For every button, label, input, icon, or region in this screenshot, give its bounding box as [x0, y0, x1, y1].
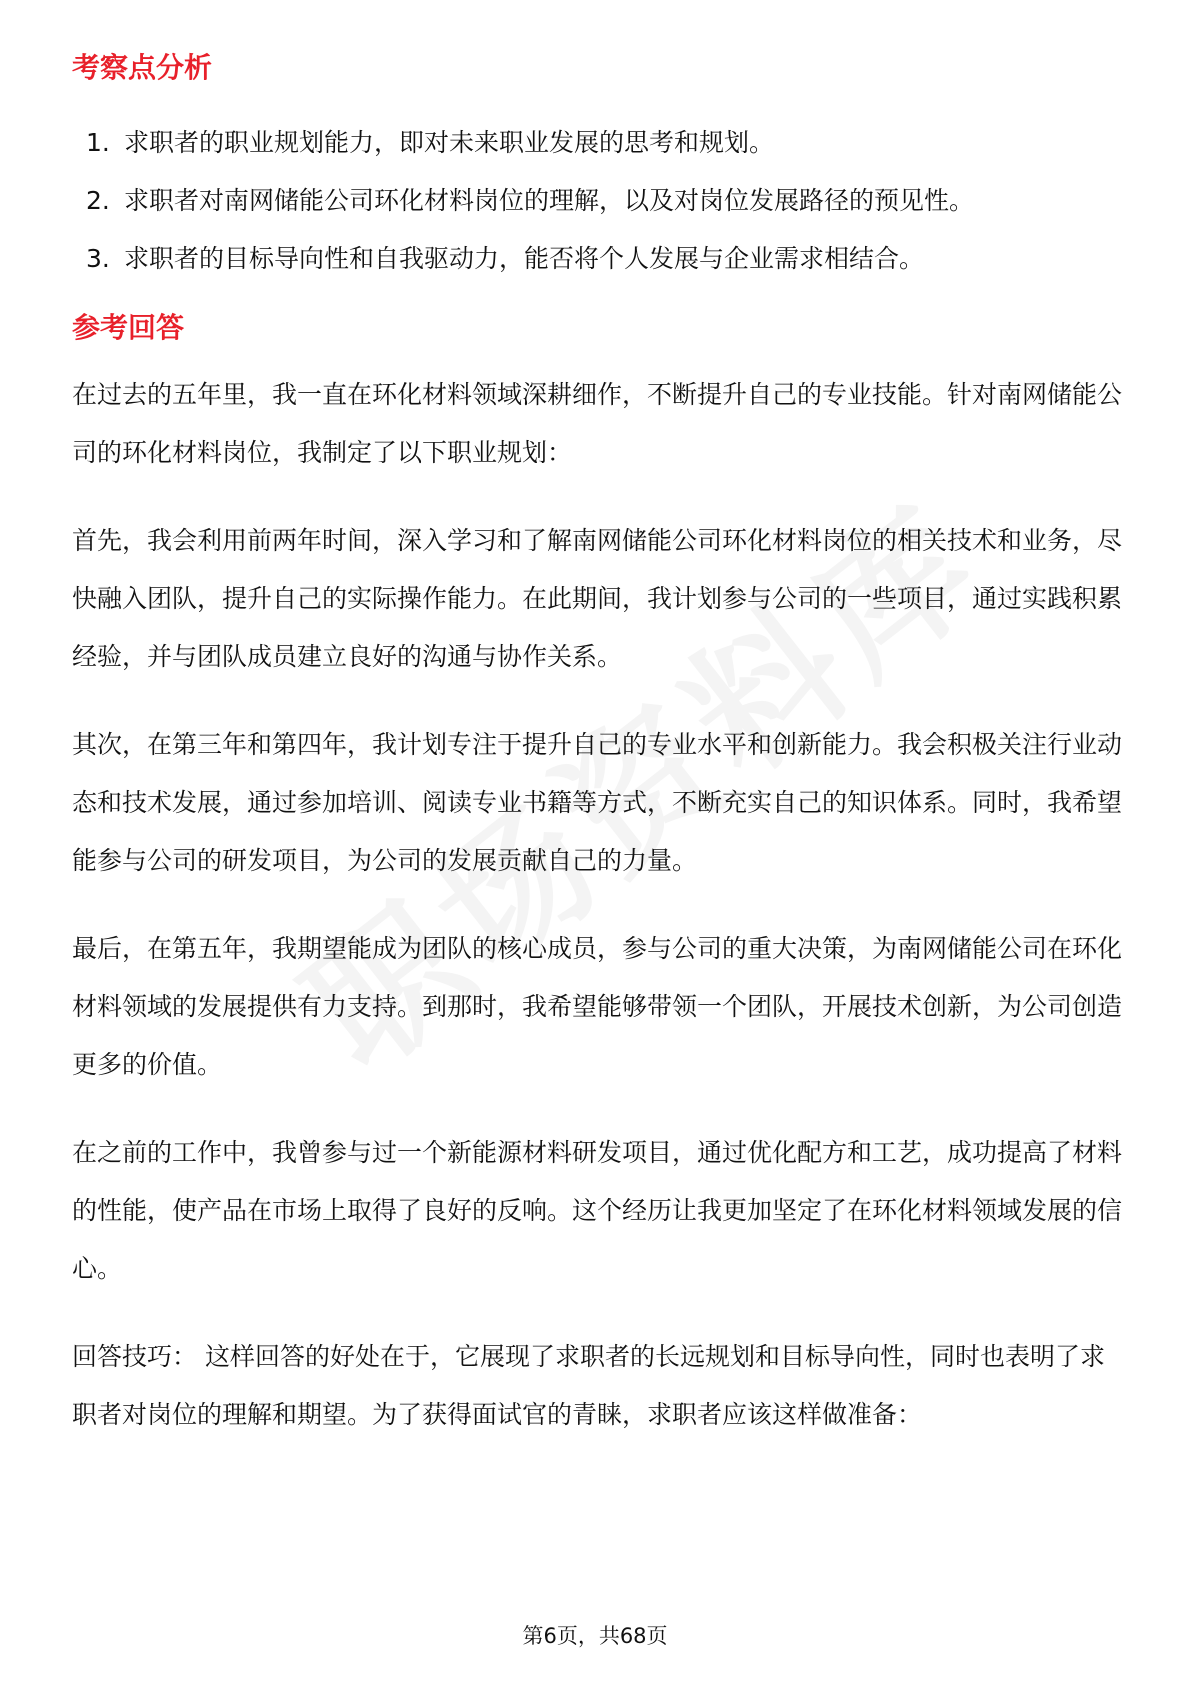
page-number-footer: 第6页，共68页 — [522, 1624, 668, 1648]
list-item — [72, 114, 1122, 172]
list-item-number: 3. — [86, 244, 110, 273]
list-item-text: 求职者的目标导向性和自我驱动力，能否将个人发展与企业需求相结合。 — [124, 244, 925, 273]
list-item-number: 2. — [86, 186, 110, 215]
list-item-text: 求职者对南网储能公司环化材料岗位的理解，以及对岗位发展路径的预见性。 — [124, 186, 975, 215]
page-content — [72, 48, 1122, 1474]
answer-paragraph: 最后，在第五年，我期望能成为团队的核心成员，参与公司的重大决策，为南网储能公司在环化材料领域的发展提供有力支持。到那时，我希望能够带领一个团队，开展技术创新，为公司创造更多的价值。 — [72, 934, 1123, 1079]
analysis-list — [72, 114, 1122, 288]
answer-paragraph: 在过去的五年里，我一直在环化材料领域深耕细作，不断提升自己的专业技能。针对南网储能公司的环化材料岗位，我制定了以下职业规划： — [72, 380, 1123, 467]
analysis-section-title: 考察点分析 — [72, 51, 213, 84]
answer-paragraph: 在之前的工作中，我曾参与过一个新能源材料研发项目，通过优化配方和工艺，成功提高了材料的性能，使产品在市场上取得了良好的反响。这个经历让我更加坚定了在环化材料领域发展的信心。 — [72, 1138, 1123, 1283]
answer-paragraph: 首先，我会利用前两年时间，深入学习和了解南网储能公司环化材料岗位的相关技术和业务，尽快融入团队，提升自己的实际操作能力。在此期间，我计划参与公司的一些项目，通过实践积累经验，并与团队成员建立良好的沟通与协作关系。 — [72, 526, 1123, 671]
answer-paragraph: 其次，在第三年和第四年，我计划专注于提升自己的专业水平和创新能力。我会积极关注行业动态和技术发展，通过参加培训、阅读专业书籍等方式，不断充实自己的知识体系。同时，我希望能参与公司的研发项目，为公司的发展贡献自己的力量。 — [72, 730, 1123, 875]
list-item-text: 求职者的职业规划能力，即对未来职业发展的思考和规划。 — [124, 128, 775, 157]
answer-tips-paragraph: 回答技巧： 这样回答的好处在于，它展现了求职者的长远规划和目标导向性，同时也表明了求职者对岗位的理解和期望。为了获得面试官的青睐，求职者应该这样做准备： — [72, 1342, 1105, 1429]
list-item — [72, 172, 1122, 230]
list-item-number: 1. — [86, 128, 110, 157]
list-item — [72, 230, 1122, 288]
answer-section-title: 参考回答 — [72, 311, 185, 344]
